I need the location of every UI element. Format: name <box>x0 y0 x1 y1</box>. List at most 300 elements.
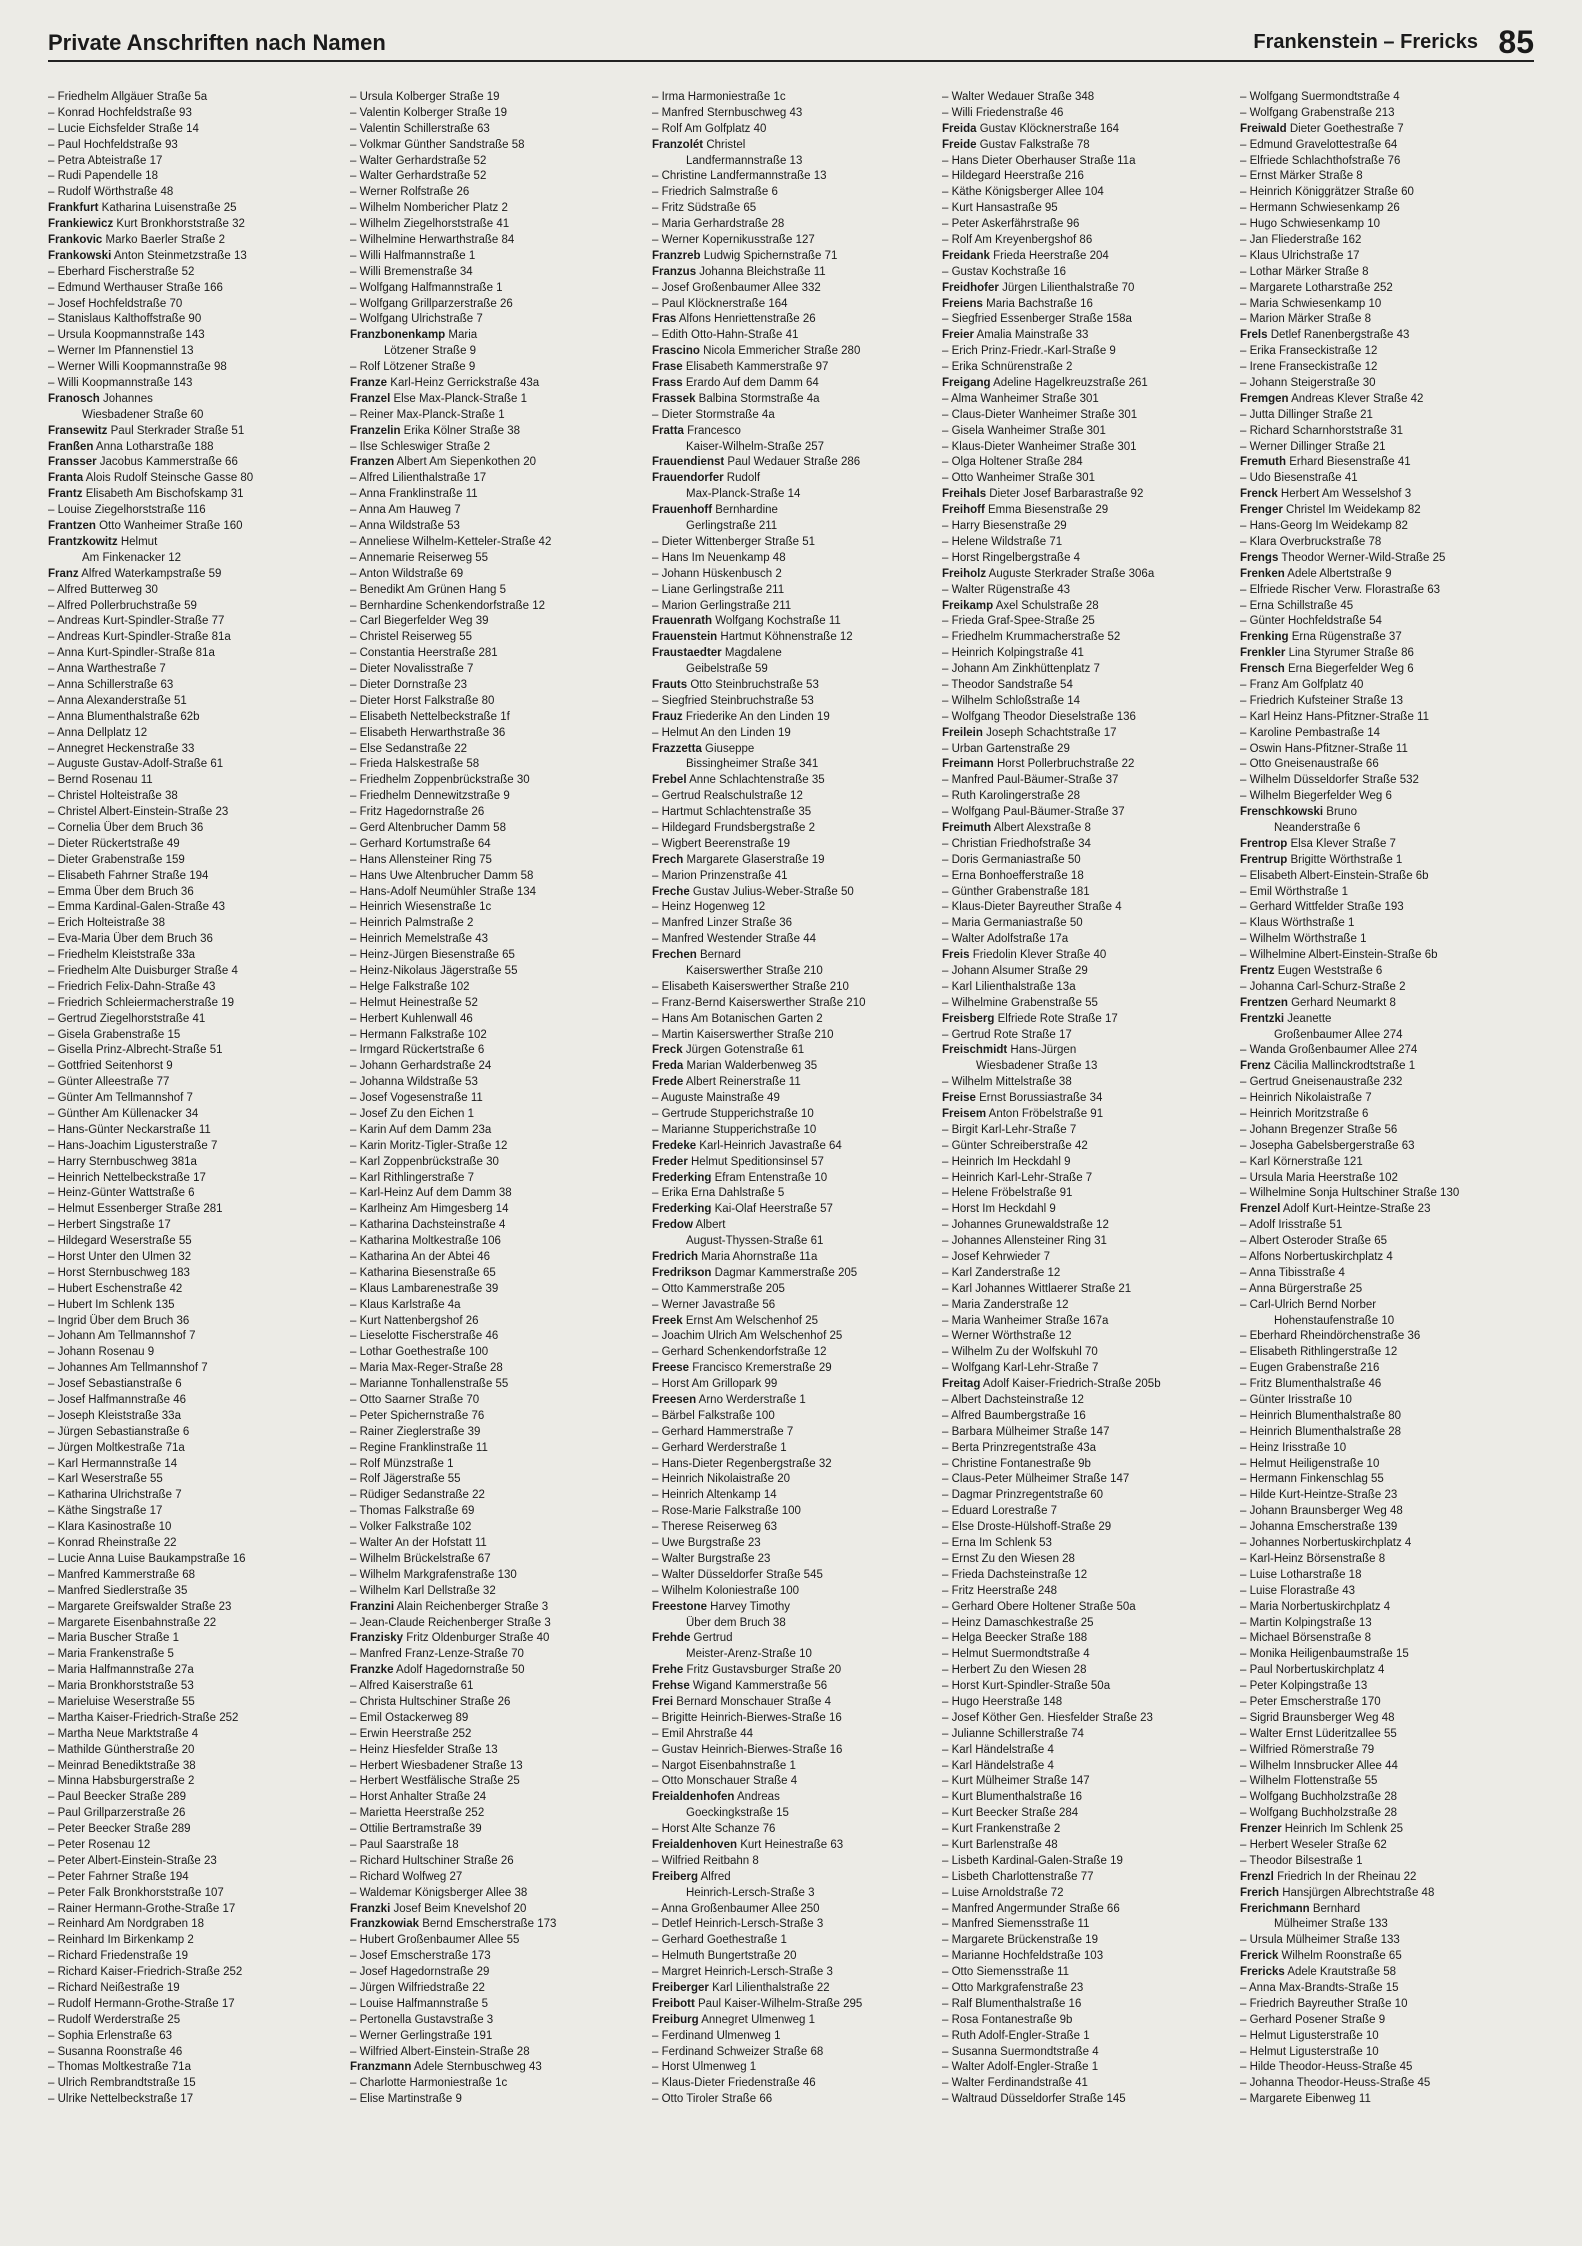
directory-entry: – Rudolf Hermann-Grothe-Straße 17 <box>48 1997 235 2010</box>
surname: Frauenrath <box>652 615 713 628</box>
directory-entry: Fratta Francesco <box>652 424 741 437</box>
surname: Frentrup <box>1240 853 1288 866</box>
surname: Freiberger <box>652 1981 709 1994</box>
directory-entry: – Josepha Gabelsbergerstraße 63 <box>1240 1139 1415 1152</box>
directory-entry: Frase Elisabeth Kammerstraße 97 <box>652 361 829 374</box>
surname: Franzini <box>350 1600 395 1613</box>
directory-entry: – Johanna Carl-Schurz-Straße 2 <box>1240 980 1406 993</box>
directory-entry: Frass Erardo Auf dem Damm 64 <box>652 377 819 390</box>
surname: Frenschkowski <box>1240 806 1324 819</box>
surname: Freibott <box>652 1997 695 2010</box>
surname: Freestone <box>652 1600 707 1613</box>
directory-entry: – Ursula Mülheimer Straße 133 <box>1240 1934 1400 1947</box>
surname: Franzelin <box>350 424 401 437</box>
directory-entry: – Karl Rithlingerstraße 7 <box>350 1171 474 1184</box>
surname: Frei <box>652 1695 674 1708</box>
directory-entry: – Maria Norbertuskirchplatz 4 <box>1240 1600 1391 1613</box>
directory-entry: Frech Margarete Glaserstraße 19 <box>652 853 825 866</box>
directory-entry: – Karl Händelstraße 4 <box>942 1759 1054 1772</box>
directory-entry: – Walter An der Hofstatt 11 <box>350 1537 487 1550</box>
directory-entry: Franzki Josef Beim Knevelshof 20 <box>350 1902 527 1915</box>
page-header <box>48 22 1534 62</box>
directory-entry: – Helmut Suermondtstraße 4 <box>942 1648 1090 1661</box>
directory-entry: – Jürgen Moltkestraße 71a <box>48 1441 185 1454</box>
directory-entry: – Werner Kopernikusstraße 127 <box>652 234 815 247</box>
directory-entry: – Heinz Hogenweg 12 <box>652 901 766 914</box>
surname: Freda <box>652 1060 684 1073</box>
directory-entry: – Josef Halfmannstraße 46 <box>48 1394 187 1407</box>
directory-entry: Geibelstraße 59 <box>686 663 768 676</box>
directory-entry: Kaiser-Wilhelm-Straße 257 <box>686 440 825 453</box>
directory-entry: – Ottilie Bertramstraße 39 <box>350 1823 482 1836</box>
directory-entry: – Kurt Nattenbergshof 26 <box>350 1314 479 1327</box>
surname: Franzke <box>350 1664 394 1677</box>
directory-entry: – Werner Wörthstraße 12 <box>942 1330 1072 1343</box>
directory-entry: – Franz-Bernd Kaiserswerther Straße 210 <box>652 996 866 1009</box>
directory-entry: – Werner Rolfstraße 26 <box>350 186 470 199</box>
directory-entry: – Erika Schnürenstraße 2 <box>942 361 1073 374</box>
directory-column-5 <box>1240 90 1530 2108</box>
directory-entry: – Susanna Roonstraße 46 <box>48 2045 183 2058</box>
surname: Franz <box>48 567 79 580</box>
directory-entry: Freiwald Dieter Goethestraße 7 <box>1240 122 1404 135</box>
directory-column-4 <box>942 90 1232 2108</box>
directory-entry: – Albert Dachsteinstraße 12 <box>942 1394 1084 1407</box>
directory-entry: – Rudolf Werderstraße 25 <box>48 2013 181 2026</box>
directory-entry: – Hilde Theodor-Heuss-Straße 45 <box>1240 2061 1413 2074</box>
directory-entry: Meister-Arenz-Straße 10 <box>686 1648 812 1661</box>
directory-entry: – Minna Habsburgerstraße 2 <box>48 1775 195 1788</box>
directory-entry: Frei Bernard Monschauer Straße 4 <box>652 1695 831 1708</box>
directory-entry: – Martin Kaiserswerther Straße 210 <box>652 1028 834 1041</box>
surname: Freiwald <box>1240 122 1287 135</box>
directory-entry: – Karl Zoppenbrückstraße 30 <box>350 1155 499 1168</box>
directory-entry: – Helmut Essenberger Straße 281 <box>48 1203 223 1216</box>
directory-entry: – Katharina Dachsteinstraße 4 <box>350 1219 506 1232</box>
surname: Fremuth <box>1240 456 1286 469</box>
directory-entry: – Wilfried Albert-Einstein-Straße 28 <box>350 2045 530 2058</box>
surname: Franzki <box>350 1902 391 1915</box>
directory-entry: – Günther Am Küllenacker 34 <box>48 1108 199 1120</box>
directory-entry: – Peter Rosenau 12 <box>48 1838 151 1851</box>
directory-entry: Frassek Balbina Stormstraße 4a <box>652 392 820 405</box>
directory-entry: – Volker Falkstraße 102 <box>350 1521 472 1534</box>
directory-entry: – Hermann Finkenschlag 55 <box>1240 1473 1384 1486</box>
directory-entry: – Gottfried Seitenhorst 9 <box>48 1060 173 1073</box>
directory-entry: – Kurt Blumenthalstraße 16 <box>942 1791 1082 1804</box>
directory-entry: Wiesbadener Straße 13 <box>976 1060 1098 1073</box>
directory-entry: Franzkowiak Bernd Emscherstraße 173 <box>350 1918 557 1931</box>
directory-entry: Max-Planck-Straße 14 <box>686 488 801 501</box>
directory-column-3 <box>652 90 942 2108</box>
directory-entry: – Marianne Tonhallenstraße 55 <box>350 1378 509 1391</box>
surname: Frenzer <box>1240 1823 1282 1836</box>
directory-entry: – Harry Biesenstraße 29 <box>942 520 1067 533</box>
directory-entry: – Otto Tiroler Straße 66 <box>652 2093 773 2106</box>
directory-entry: – Elisabeth Herwarthstraße 36 <box>350 726 506 739</box>
surname: Frankowski <box>48 249 112 262</box>
directory-entry: – Marieluise Weserstraße 55 <box>48 1695 195 1708</box>
directory-entry: – Louise Ziegelhorststraße 116 <box>48 504 206 517</box>
surname: Frentrop <box>1240 837 1288 850</box>
directory-entry: – Margret Heinrich-Lersch-Straße 3 <box>652 1966 833 1979</box>
directory-entry: – Wilhelm Karl Dellstraße 32 <box>350 1584 496 1597</box>
directory-entry: – Otto Siemensstraße 11 <box>942 1966 1069 1979</box>
directory-entry: – Rolf Lötzener Straße 9 <box>350 361 476 374</box>
directory-entry: – Horst Sternbuschweg 183 <box>48 1266 190 1279</box>
directory-entry: – Eva-Maria Über dem Bruch 36 <box>48 933 213 946</box>
directory-entry: – Horst Alte Schanze 76 <box>652 1823 776 1836</box>
directory-entry: – Heinz Hiesfelder Straße 13 <box>350 1743 498 1756</box>
directory-entry: – Horst Kurt-Spindler-Straße 50a <box>942 1680 1111 1693</box>
directory-entry: – Klaus-Dieter Friedenstraße 46 <box>652 2077 816 2090</box>
directory-entry: – Gerhard Obere Holtener Straße 50a <box>942 1600 1136 1613</box>
directory-entry: Freidhofer Jürgen Lilienthalstraße 70 <box>942 281 1135 294</box>
directory-entry: Frederking Kai-Olaf Heerstraße 57 <box>652 1203 833 1216</box>
directory-entry: – Jutta Dillinger Straße 21 <box>1240 408 1373 421</box>
directory-entry: – Fritz Hagedornstraße 26 <box>350 806 485 819</box>
directory-entry: Freiens Maria Bachstraße 16 <box>942 297 1093 310</box>
directory-entry: – Heinrich Im Heckdahl 9 <box>942 1155 1071 1168</box>
directory-entry: – Maria Germaniastraße 50 <box>942 917 1083 930</box>
directory-entry: – Herbert Weseler Straße 62 <box>1240 1838 1387 1851</box>
directory-entry: – Christine Fontanestraße 9b <box>942 1457 1091 1470</box>
directory-entry: – Klaus Lambarenestraße 39 <box>350 1282 499 1295</box>
surname: Franta <box>48 472 84 485</box>
surname: Frels <box>1240 329 1268 342</box>
directory-entry: Freestone Harvey Timothy <box>652 1600 791 1613</box>
directory-entry: – Erwin Heerstraße 252 <box>350 1727 472 1740</box>
directory-entry: – Heinrich Palmstraße 2 <box>350 917 474 930</box>
directory-entry: Fransser Jacobus Kammerstraße 66 <box>48 456 238 469</box>
directory-entry: – Gisela Grabenstraße 15 <box>48 1028 181 1041</box>
directory-entry: – Pertonella Gustavstraße 3 <box>350 2013 494 2026</box>
directory-entry: – Friedrich Felix-Dahn-Straße 43 <box>48 980 216 993</box>
surname: Franzolét <box>652 138 704 151</box>
directory-entry: – Richard Neißestraße 19 <box>48 1981 180 1994</box>
directory-entry: – Friedhelm Dennewitzstraße 9 <box>350 790 510 803</box>
directory-entry: Franzel Else Max-Planck-Straße 1 <box>350 392 528 405</box>
directory-entry: – Johann Hüskenbusch 2 <box>652 567 782 580</box>
directory-entry: – Emil Ahrstraße 44 <box>652 1727 753 1740</box>
directory-entry: – Heinrich Nikolaistraße 7 <box>1240 1092 1372 1105</box>
surname: Frerick <box>1240 1950 1279 1963</box>
page-section-title: Private Anschriften nach Namen <box>48 30 386 55</box>
directory-entry: Fremuth Erhard Biesenstraße 41 <box>1240 456 1411 469</box>
directory-entry: Fransewitz Paul Sterkrader Straße 51 <box>48 424 245 437</box>
directory-entry: – Michael Börsenstraße 8 <box>1240 1632 1372 1645</box>
directory-entry: Frehse Wigand Kammerstraße 56 <box>652 1680 828 1693</box>
surname: Frehse <box>652 1680 690 1693</box>
directory-entry: – Uwe Burgstraße 23 <box>652 1537 761 1550</box>
directory-entry: – Karl Zanderstraße 12 <box>942 1266 1061 1279</box>
directory-entry: – Anna Max-Brandts-Straße 15 <box>1240 1981 1399 1994</box>
directory-entry: – Rolf Am Kreyenbergshof 86 <box>942 234 1093 247</box>
directory-entry: Freiberger Karl Lilienthalstraße 22 <box>652 1981 830 1994</box>
directory-entry: – Anna Blumenthalstraße 62b <box>48 710 200 723</box>
directory-entry: – Luise Lotharstraße 18 <box>1240 1568 1362 1581</box>
directory-entry: – Peter Fahrner Straße 194 <box>48 1870 189 1883</box>
directory-entry: – Gisella Prinz-Albrecht-Straße 51 <box>48 1044 223 1057</box>
directory-entry: – Anna Kurt-Spindler-Straße 81a <box>48 647 215 660</box>
directory-entry: – Anneliese Wilhelm-Ketteler-Straße 42 <box>350 535 552 548</box>
directory-entry: – Ursula Koopmannstraße 143 <box>48 329 205 342</box>
directory-entry: Landfermannstraße 13 <box>686 154 803 167</box>
directory-entry: Frentrop Elsa Klever Straße 7 <box>1240 837 1396 850</box>
surname: Fremgen <box>1240 392 1289 405</box>
directory-entry: – Sophia Erlenstraße 63 <box>48 2029 173 2042</box>
directory-entry: – Wilhelm Flottenstraße 55 <box>1240 1775 1378 1788</box>
surname: Frericks <box>1240 1966 1285 1979</box>
surname: Frenkler <box>1240 647 1286 660</box>
directory-entry: August-Thyssen-Straße 61 <box>686 1235 824 1248</box>
directory-entry: – Werner Gerlingstraße 191 <box>350 2029 493 2042</box>
directory-entry: – Otto Saarner Straße 70 <box>350 1394 480 1407</box>
directory-entry: Frehde Gertrud <box>652 1632 733 1645</box>
directory-entry: – Richard Wolfweg 27 <box>350 1870 463 1883</box>
directory-entry: – Gustav Kochstraße 16 <box>942 265 1067 278</box>
directory-entry: Frensch Erna Biegerfelder Weg 6 <box>1240 663 1414 676</box>
directory-entry: – Mathilde Güntherstraße 20 <box>48 1743 195 1756</box>
directory-entry: – Werner Im Pfannenstiel 13 <box>48 345 194 358</box>
directory-entry: – Gisela Wanheimer Straße 301 <box>942 424 1106 437</box>
directory-entry: – Marion Prinzenstraße 41 <box>652 869 788 882</box>
directory-entry: – Martha Kaiser-Friedrich-Straße 252 <box>48 1711 239 1724</box>
directory-entry: – Manfred Kammerstraße 68 <box>48 1568 196 1581</box>
directory-entry: Freiholz Auguste Sterkrader Straße 306a <box>942 567 1155 580</box>
directory-entry: – Anna Schillerstraße 63 <box>48 678 174 691</box>
directory-entry: Frauts Otto Steinbruchstraße 53 <box>652 678 819 691</box>
directory-entry: – Martha Neue Marktstraße 4 <box>48 1727 199 1740</box>
directory-entry: – Alma Wanheimer Straße 301 <box>942 392 1099 405</box>
directory-entry: – Charlotte Harmoniestraße 1c <box>350 2077 508 2090</box>
directory-entry: – Olga Holtener Straße 284 <box>942 456 1083 469</box>
surname: Freide <box>942 138 977 151</box>
directory-entry: – Ingrid Über dem Bruch 36 <box>48 1314 190 1327</box>
directory-entry: – Ferdinand Ulmenweg 1 <box>652 2029 781 2042</box>
directory-entry: – Anna Großenbaumer Allee 250 <box>652 1902 820 1915</box>
directory-entry: – Wigbert Beerenstraße 19 <box>652 837 791 850</box>
directory-entry: – Gertrud Rote Straße 17 <box>942 1028 1072 1041</box>
directory-entry: – Johann Steigerstraße 30 <box>1240 377 1376 390</box>
directory-entry: – Manfred Angermunder Straße 66 <box>942 1902 1120 1915</box>
directory-entry: Freck Jürgen Gotenstraße 61 <box>652 1044 805 1057</box>
directory-entry: – Johann Am Tellmannshof 7 <box>48 1330 196 1343</box>
directory-entry: Franta Alois Rudolf Steinsche Gasse 80 <box>48 472 254 485</box>
surname: Freikamp <box>942 599 994 612</box>
directory-entry: Freihoff Emma Biesenstraße 29 <box>942 504 1109 517</box>
surname: Freck <box>652 1044 683 1057</box>
directory-entry: Wiesbadener Straße 60 <box>82 408 204 421</box>
directory-entry: – Horst Unter den Ulmen 32 <box>48 1251 192 1264</box>
directory-entry: – Wolfgang Grabenstraße 213 <box>1240 106 1395 119</box>
directory-entry: – Margarete Eisenbahnstraße 22 <box>48 1616 217 1629</box>
surname: Freiberg <box>652 1870 699 1883</box>
directory-entry: – Eduard Lorestraße 7 <box>942 1505 1058 1518</box>
directory-entry: – Paul Beecker Straße 289 <box>48 1791 187 1804</box>
directory-entry: – Paul Hochfeldstraße 93 <box>48 138 178 151</box>
directory-entry: – Christine Landfermannstraße 13 <box>652 170 827 183</box>
directory-entry: – Wilhelm Nombericher Platz 2 <box>350 202 508 215</box>
directory-entry: Fredeke Karl-Heinrich Javastraße 64 <box>652 1139 842 1152</box>
directory-entry: – Friedrich Salmstraße 6 <box>652 186 778 199</box>
surname: Freek <box>652 1314 683 1327</box>
directory-entry: – Heinrich Königgrätzer Straße 60 <box>1240 186 1414 199</box>
directory-entry: – Else Droste-Hülshoff-Straße 29 <box>942 1521 1112 1534</box>
directory-entry: – Maria Halfmannstraße 27a <box>48 1664 194 1677</box>
directory-entry: – Wilhelm Zu der Wolfskuhl 70 <box>942 1346 1098 1359</box>
directory-entry: Freiberg Alfred <box>652 1870 731 1883</box>
directory-entry: – Horst Anhalter Straße 24 <box>350 1791 487 1804</box>
directory-entry: – Günter Irisstraße 10 <box>1240 1394 1352 1407</box>
directory-entry: – Josef Köther Gen. Hiesfelder Straße 23 <box>942 1711 1153 1724</box>
directory-entry: – Wilhelm Schloßstraße 14 <box>942 694 1081 707</box>
directory-entry: – Ursula Kolberger Straße 19 <box>350 91 500 103</box>
directory-entry: Frerick Wilhelm Roonstraße 65 <box>1240 1950 1402 1963</box>
directory-entry: – Karl Körnerstraße 121 <box>1240 1155 1363 1168</box>
directory-entry: Freigang Adeline Hagelkreuzstraße 261 <box>942 377 1148 390</box>
directory-entry: – Wolfgang Karl-Lehr-Straße 7 <box>942 1362 1099 1375</box>
directory-entry: – Maria Wanheimer Straße 167a <box>942 1314 1109 1327</box>
directory-entry: – Helmut An den Linden 19 <box>652 726 791 739</box>
surname: Freimann <box>942 758 994 771</box>
directory-entry: – Walter Adolfstraße 17a <box>942 933 1069 946</box>
directory-entry: – Klaus-Dieter Wanheimer Straße 301 <box>942 440 1137 453</box>
directory-entry: Frechen Bernard <box>652 949 741 962</box>
surname: Frentzen <box>1240 996 1288 1009</box>
directory-entry: – Liane Gerlingstraße 211 <box>652 583 785 596</box>
directory-entry: – Hans Dieter Oberhauser Straße 11a <box>942 154 1136 167</box>
directory-entry: – Karl-Heinz Auf dem Damm 38 <box>350 1187 512 1200</box>
directory-entry: – Hilde Kurt-Heintze-Straße 23 <box>1240 1489 1398 1502</box>
surname: Frenzl <box>1240 1870 1274 1883</box>
directory-entry: – Hans-Dieter Regenbergstraße 32 <box>652 1457 832 1470</box>
directory-entry: – Gerhard Kortumstraße 64 <box>350 837 491 850</box>
surname: Frederking <box>652 1171 712 1184</box>
directory-entry: – Rudi Papendelle 18 <box>48 170 158 183</box>
directory-entry: – Louise Halfmannstraße 5 <box>350 1997 489 2010</box>
directory-entry: – Erika Franseckistraße 12 <box>1240 345 1378 358</box>
directory-entry: – Otto Kammerstraße 205 <box>652 1282 785 1295</box>
directory-entry: – Jürgen Wilfriedstraße 22 <box>350 1981 485 1994</box>
directory-entry: – Luise Arnoldstraße 72 <box>942 1886 1064 1899</box>
directory-entry: – Werner Javastraße 56 <box>652 1298 776 1311</box>
directory-entry: – Josef Kehrwieder 7 <box>942 1251 1051 1264</box>
directory-entry: – Gerhard Hammerstraße 7 <box>652 1425 794 1438</box>
directory-entry: – Wolfgang Buchholzstraße 28 <box>1240 1807 1398 1820</box>
directory-entry: Frenking Erna Rügenstraße 37 <box>1240 631 1402 644</box>
directory-entry: – Karin Auf dem Damm 23a <box>350 1123 492 1136</box>
directory-entry: – Birgit Karl-Lehr-Straße 7 <box>942 1123 1077 1136</box>
directory-entry: Bissingheimer Straße 341 <box>686 758 819 771</box>
directory-entry: – Friedhelm Zoppenbrückstraße 30 <box>350 774 530 787</box>
directory-entry: Gerlingstraße 211 <box>686 520 778 533</box>
directory-entry: – Hildegard Heerstraße 216 <box>942 170 1084 183</box>
directory-entry: – Johann Rosenau 9 <box>48 1346 155 1359</box>
directory-entry: Freimann Horst Pollerbruchstraße 22 <box>942 758 1135 771</box>
directory-entry: Frantzkowitz Helmut <box>48 535 158 548</box>
directory-entry: – Jürgen Sebastianstraße 6 <box>48 1425 190 1438</box>
surname: Freesen <box>652 1394 697 1407</box>
surname: Frenzel <box>1240 1203 1281 1216</box>
surname: Freche <box>652 885 690 898</box>
directory-entry: – Wilhelm Brückelstraße 67 <box>350 1552 491 1565</box>
directory-entry: – Anna Alexanderstraße 51 <box>48 694 187 707</box>
directory-entry: – Emma Über dem Bruch 36 <box>48 885 194 898</box>
directory-entry: – Benedikt Am Grünen Hang 5 <box>350 583 506 596</box>
directory-entry: – Edmund Werthauser Straße 166 <box>48 281 223 294</box>
directory-entry: Frankovic Marko Baerler Straße 2 <box>48 234 226 247</box>
directory-entry: – Manfred Franz-Lenze-Straße 70 <box>350 1648 524 1661</box>
surname: Freiholz <box>942 567 987 580</box>
directory-entry: – Paul Norbertuskirchplatz 4 <box>1240 1664 1385 1677</box>
directory-entry: – Wilhelm Markgrafenstraße 130 <box>350 1568 517 1581</box>
directory-entry: – Gerhard Werderstraße 1 <box>652 1441 787 1454</box>
directory-entry: – Rolf Am Golfplatz 40 <box>652 122 767 135</box>
directory-entry: Freischmidt Hans-Jürgen <box>942 1044 1077 1057</box>
directory-entry: – Willi Halfmannstraße 1 <box>350 249 476 262</box>
directory-entry: – Maria Schwiesenkamp 10 <box>1240 297 1382 310</box>
surname: Franze <box>350 377 388 390</box>
directory-entry: – Elisabeth Kaiserswerther Straße 210 <box>652 980 849 993</box>
directory-entry: – Siegfried Steinbruchstraße 53 <box>652 694 814 707</box>
directory-entry: Freihals Dieter Josef Barbarastraße 92 <box>942 488 1144 501</box>
directory-entry: – Eberhard Rheindörchenstraße 36 <box>1240 1330 1421 1343</box>
directory-entry: Frantzen Otto Wanheimer Straße 160 <box>48 520 243 533</box>
surname: Freidhofer <box>942 281 999 294</box>
surname: Freise <box>942 1092 976 1105</box>
directory-entry: – Walter Adolf-Engler-Straße 1 <box>942 2061 1099 2074</box>
directory-entry: – Josef Hochfeldstraße 70 <box>48 297 183 310</box>
directory-entry: – Otto Gneisenaustraße 66 <box>1240 758 1379 771</box>
directory-entry: Hohenstaufenstraße 10 <box>1274 1314 1395 1327</box>
surname: Franzisky <box>350 1632 404 1645</box>
directory-entry: – Margarete Lotharstraße 252 <box>1240 281 1393 294</box>
directory-entry: – Johannes Allensteiner Ring 31 <box>942 1235 1107 1248</box>
directory-entry: Franzelin Erika Kölner Straße 38 <box>350 424 521 437</box>
directory-entry: – Fritz Heerstraße 248 <box>942 1584 1058 1597</box>
directory-entry: – Josef Zu den Eichen 1 <box>350 1108 475 1120</box>
directory-entry: – Katharina Moltkestraße 106 <box>350 1235 501 1248</box>
directory-entry: Frauendienst Paul Wedauer Straße 286 <box>652 456 861 469</box>
surname: Frerichmann <box>1240 1902 1310 1915</box>
directory-entry: Freder Helmut Speditionsinsel 57 <box>652 1155 824 1168</box>
directory-entry: – Sigrid Braunsberger Weg 48 <box>1240 1711 1395 1724</box>
directory-entry: – Wilhelm Biegerfelder Weg 6 <box>1240 790 1392 803</box>
directory-entry: – Heinrich Nettelbeckstraße 17 <box>48 1171 206 1184</box>
directory-entry: – Detlef Heinrich-Lersch-Straße 3 <box>652 1918 824 1931</box>
directory-entry: – Friedhelm Alte Duisburger Straße 4 <box>48 964 238 977</box>
directory-entry: – Dieter Dornstraße 23 <box>350 678 467 691</box>
directory-entry: – Paul Saarstraße 18 <box>350 1838 459 1851</box>
page-name-range: Frankenstein – Frericks <box>1253 31 1478 53</box>
directory-entry: – Oswin Hans-Pfitzner-Straße 11 <box>1240 742 1408 755</box>
directory-entry: – Heinz-Jürgen Biesenstraße 65 <box>350 949 515 962</box>
directory-entry: Franz Alfred Waterkampstraße 59 <box>48 567 222 580</box>
directory-entry: – Gertrud Realschulstraße 12 <box>652 790 803 803</box>
directory-entry: – Walter Wedauer Straße 348 <box>942 91 1095 103</box>
directory-entry: Franzmann Adele Sternbuschweg 43 <box>350 2061 542 2074</box>
directory-entry: – Carl Biegerfelder Weg 39 <box>350 615 489 628</box>
directory-entry: – Irene Franseckistraße 12 <box>1240 361 1378 374</box>
directory-entry: – Kurt Frankenstraße 2 <box>942 1823 1061 1836</box>
directory-entry: – Horst Ringelbergstraße 4 <box>942 551 1081 564</box>
directory-entry: Frauz Friederike An den Linden 19 <box>652 710 830 723</box>
directory-entry: – Elisabeth Albert-Einstein-Straße 6b <box>1240 869 1429 882</box>
directory-entry: – Carl-Ulrich Bernd Norber <box>1240 1298 1377 1311</box>
directory-entry: Frankfurt Katharina Luisenstraße 25 <box>48 202 237 215</box>
directory-entry: – Emma Kardinal-Galen-Straße 43 <box>48 901 226 914</box>
